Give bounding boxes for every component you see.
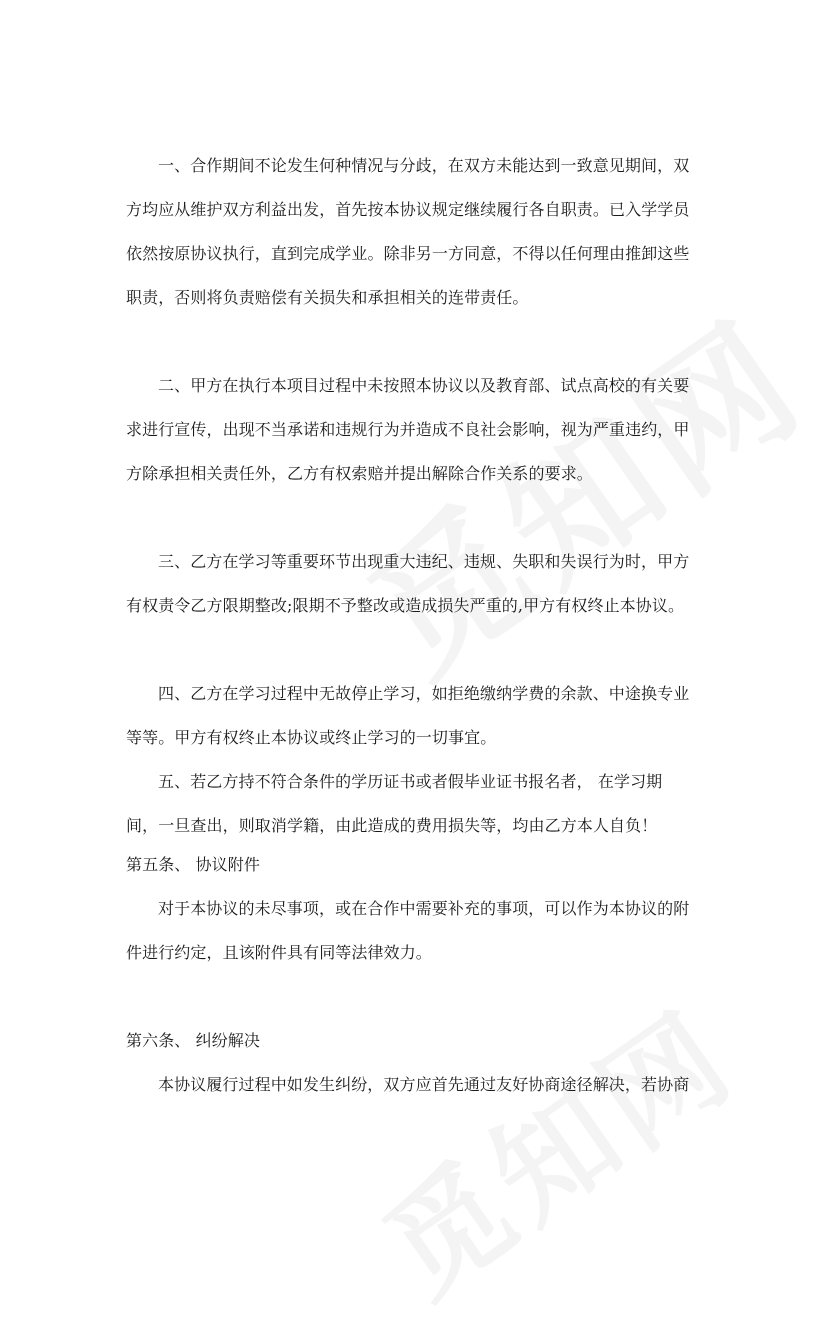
paragraph-4-line-2: 等等。甲方有权终止本协议或终止学习的一切事宜。 <box>126 728 497 747</box>
paragraph-2-line-2: 求进行宣传，出现不当承诺和违规行为并造成不良社会影响，视为严重违约，甲 <box>126 420 690 439</box>
paragraph-1-line-2: 方均应从维护双方利益出发，首先按本协议规定继续履行各自职责。已入学学员 <box>126 200 690 219</box>
article-5-line-1: 对于本协议的未尽事项，或在合作中需要补充的事项，可以作为本协议的附 <box>158 899 690 918</box>
article-5-line-2: 件进行约定，且该附件具有同等法律效力。 <box>126 943 432 962</box>
paragraph-1-line-1: 一、合作期间不论发生何种情况与分歧，在双方未能达到一致意见期间，双 <box>158 156 690 175</box>
paragraph-4-line-1: 四、乙方在学习过程中无故停止学习，如拒绝缴纳学费的余款、中途换专业 <box>158 684 690 703</box>
article-6-heading: 第六条、 纠纷解决 <box>126 1031 260 1050</box>
paragraph-1-line-3: 依然按原协议执行，直到完成学业。除非另一方同意，不得以任何理由推卸这些 <box>126 244 690 263</box>
paragraph-5-line-1: 五、若乙方持不符合条件的学历证书或者假毕业证书报名者， 在学习期 <box>158 772 663 791</box>
article-5-heading: 第五条、 协议附件 <box>126 855 260 874</box>
watermark <box>321 262 830 714</box>
watermark <box>346 964 764 1328</box>
paragraph-3-line-2: 有权责令乙方限期整改;限期不予整改或造成损失严重的,甲方有权终止本协议。 <box>126 596 685 615</box>
paragraph-3-line-1: 三、乙方在学习等重要环节出现重大违纪、违规、失职和失误行为时，甲方 <box>158 552 690 571</box>
article-6-line-1: 本协议履行过程中如发生纠纷，双方应首先通过友好协商途径解决，若协商 <box>158 1075 690 1094</box>
paragraph-1-line-4: 职责，否则将负责赔偿有关损失和承担相关的连带责任。 <box>126 288 529 307</box>
paragraph-5-line-2: 间，一旦查出，则取消学籍，由此造成的费用损失等，均由乙方本人自负！ <box>126 816 658 835</box>
paragraph-2-line-3: 方除承担相关责任外，乙方有权索赔并提出解除合作关系的要求。 <box>126 464 593 483</box>
paragraph-2-line-1: 二、甲方在执行本项目过程中未按照本协议以及教育部、试点高校的有关要 <box>158 376 690 395</box>
